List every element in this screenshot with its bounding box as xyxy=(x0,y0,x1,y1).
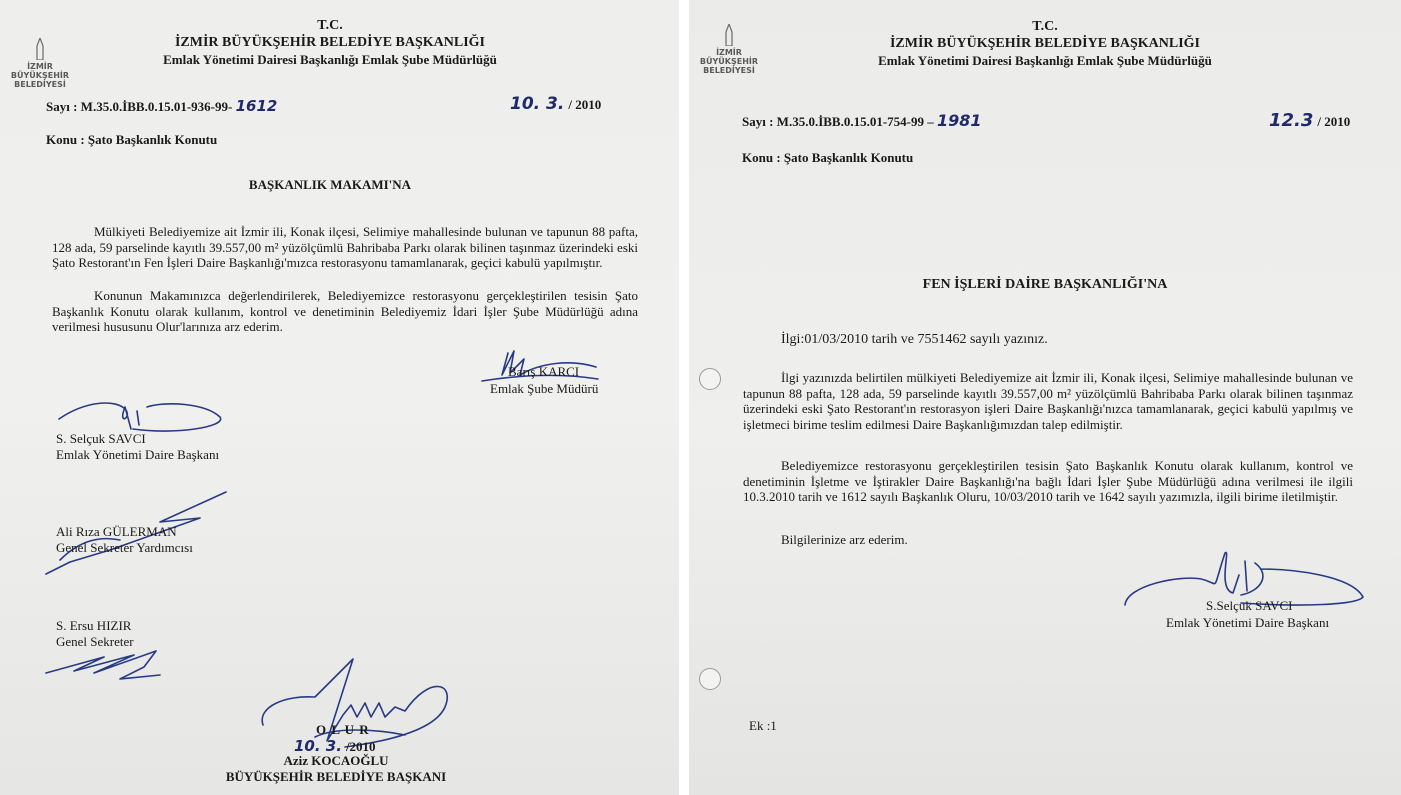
reference-number-line xyxy=(742,111,982,130)
olur-date-year: /2010 xyxy=(345,739,376,754)
header-tc: T.C. xyxy=(1032,19,1058,34)
sayi-handwritten-number: 1981 xyxy=(937,111,982,130)
left-letter-page xyxy=(0,0,679,795)
sayi-label: Sayı xyxy=(742,114,766,129)
olur-date-handwritten: 10. 3. xyxy=(294,737,342,755)
body-paragraph-2: Belediyemizce restorasyonu gerçekleştirilen tesisin Şato Başkanlık Konutu olarak kullanım, kontrol ve denetiminin İşletme ve İştirakler Daire Başkanlığı'na bağlı İdari İşler Şube Müdürlüğü adına verilmesi ile ilgili 10.3.2010 tarih ve 1612 sayılı Başkanlık Oluru, 10/03/2010 tarih ve 1642 sayılı yazımızla, ilgili birime iletilmiştir. xyxy=(743,458,1353,504)
header-institution: İZMİR BÜYÜKŞEHİR BELEDİYE BAŞKANLIĞI xyxy=(174,35,486,50)
signer-hizir-name: S. Ersu HIZIR xyxy=(56,618,132,633)
logo-line1: İZMİR xyxy=(27,62,53,71)
body-paragraph-2: Konunun Makamınızca değerlendirilerek, Belediyemizce restorasyonu gerçekleştirilen tesisin Şato Başkanlık Konutu olarak kullanım, kontrol ve denetiminin Belediyemiz İdari İşler Şube Müdürlüğü adına verilmesi hususunu Olur'larınıza arz ederim. xyxy=(52,288,638,334)
signer-karci-title: Emlak Şube Müdürü xyxy=(490,381,599,396)
letter-date xyxy=(510,94,601,114)
date-year: / 2010 xyxy=(568,97,602,112)
signer-name: S.Selçuk SAVCI xyxy=(1206,598,1293,613)
konu-label: Konu : xyxy=(742,150,781,165)
sayi-handwritten-number: 1612 xyxy=(235,97,278,115)
signer-gulerman-title: Genel Sekreter Yardımcısı xyxy=(56,540,193,555)
logo-line3: BELEDİYESİ xyxy=(14,80,66,89)
signer-savci-title: Emlak Yönetimi Daire Başkanı xyxy=(56,447,220,462)
logo-line2: BÜYÜKŞEHİR xyxy=(699,57,759,66)
body-paragraph-1: İlgi yazınızda belirtilen mülkiyeti Belediyemize ait İzmir ili, Konak ilçesi, Selimiye mahallesinde bulunan ve tapunun 88 pafta, 128 ada, 59 parselinde kayıtlı 39.557,00 m² yüzölçümlü Bahribaba Parkı olarak bilinen taşınmaz üzerindeki eski Şato Restorant'ın restorasyon işleri Daire Başkanlığı'nızca tamamlanarak, geçici kabulü yapılmış ve işletmeci birime teslim edilmesi Daire Başkanlığımızdan talep edilmiştir. xyxy=(743,370,1353,432)
header-institution: İZMİR BÜYÜKŞEHİR BELEDİYE BAŞKANLIĞI xyxy=(889,36,1201,51)
reference-number-line xyxy=(46,97,277,115)
sayi-label: Sayı xyxy=(46,99,70,114)
signer-gulerman-name: Ali Rıza GÜLERMAN xyxy=(56,524,177,539)
signer-title: Emlak Yönetimi Daire Başkanı xyxy=(1166,615,1330,630)
signer-hizir-title: Genel Sekreter xyxy=(56,634,134,649)
date-handwritten: 12.3 xyxy=(1269,110,1314,131)
mayor-name: Aziz KOCAOĞLU xyxy=(283,753,389,768)
addressee: FEN İŞLERİ DAİRE BAŞKANLIĞI'NA xyxy=(922,277,1168,292)
subject-line xyxy=(46,132,217,148)
letter-header xyxy=(0,17,660,68)
body-paragraph-1: Mülkiyeti Belediyemize ait İzmir ili, Konak ilçesi, Selimiye mahallesinde bulunan ve tapunun 88 pafta, 128 ada, 59 parselinde kayıtlı 39.557,00 m² yüzölçümlü Bahribaba Parkı olarak bilinen taşınmaz üzerindeki eski Şato Restorant'ın Fen İşleri Daire Başkanlığı'mızca restorasyonu tamamlanarak, geçici kabulü yapılmıştır. xyxy=(52,224,638,270)
right-letter-page xyxy=(689,0,1401,795)
punch-hole-bottom xyxy=(699,668,721,690)
addressee: BAŞKANLIK MAKAMI'NA xyxy=(248,177,412,192)
logo-line3: BELEDİYESİ xyxy=(703,66,755,75)
olur-label: O L U R xyxy=(316,722,370,737)
header-tc: T.C. xyxy=(317,18,343,33)
sayi-value: : M.35.0.İBB.0.15.01-754-99 – xyxy=(769,114,934,129)
subject-line xyxy=(742,150,913,166)
konu-value: Şato Başkanlık Konutu xyxy=(783,150,914,165)
date-handwritten: 10. 3. xyxy=(510,94,565,114)
sayi-value: : M.35.0.İBB.0.15.01-936-99- xyxy=(73,99,233,114)
date-year: / 2010 xyxy=(1317,114,1351,129)
header-department: Emlak Yönetimi Dairesi Başkanlığı Emlak Şube Müdürlüğü xyxy=(878,53,1212,68)
signer-karci-name: Barış KARCI xyxy=(508,364,580,379)
logo-line2: BÜYÜKŞEHİR xyxy=(10,71,70,80)
ilgi-reference: İlgi:01/03/2010 tarih ve 7551462 sayılı yazınız. xyxy=(781,332,1048,347)
mayor-title: BÜYÜKŞEHİR BELEDİYE BAŞKANI xyxy=(225,769,447,784)
konu-label: Konu : xyxy=(46,132,85,147)
closing-line: Bilgilerinize arz ederim. xyxy=(781,532,908,547)
header-department: Emlak Yönetimi Dairesi Başkanlığı Emlak Şube Müdürlüğü xyxy=(163,52,497,67)
konu-value: Şato Başkanlık Konutu xyxy=(87,132,218,147)
letter-date xyxy=(1269,110,1350,131)
enclosure-count: Ek :1 xyxy=(749,718,777,733)
punch-hole-top xyxy=(699,368,721,390)
signer-savci-name: S. Selçuk SAVCI xyxy=(56,431,146,446)
logo-line1: İZMİR xyxy=(716,48,742,57)
signature-hizir xyxy=(44,643,164,683)
letter-header xyxy=(689,18,1401,69)
